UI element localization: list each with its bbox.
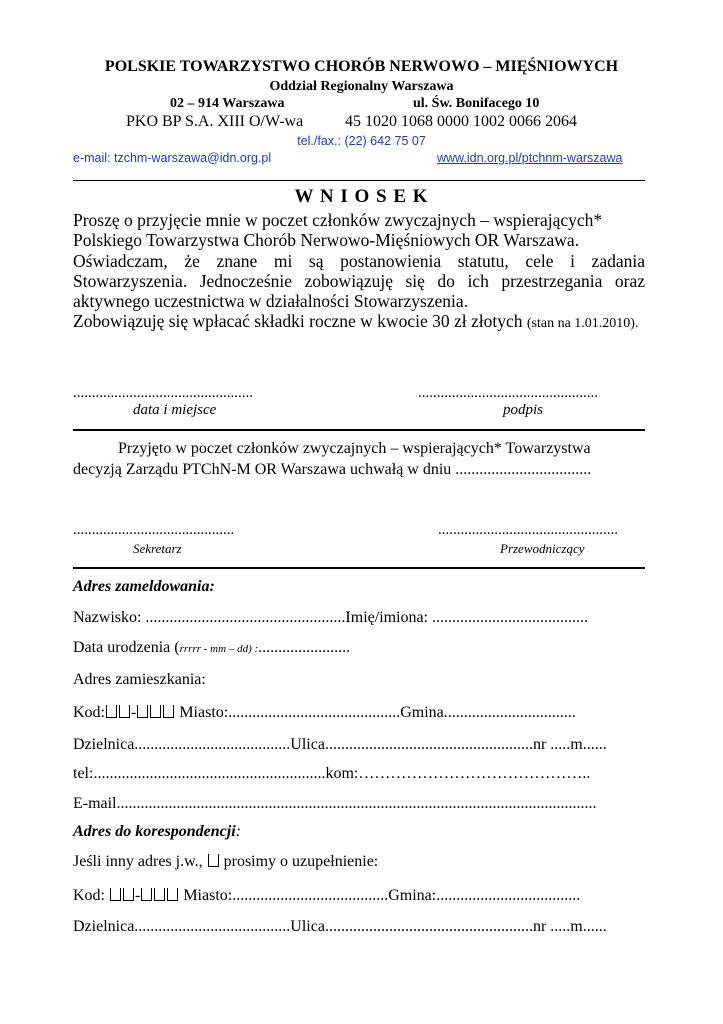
request-paragraph	[73, 210, 645, 334]
postal-code-box[interactable]	[150, 705, 161, 718]
email-row[interactable]: E-mail........................................................................................................................	[73, 795, 597, 812]
fee-note: (stan na 1.01.2010).	[526, 316, 639, 331]
postal-code-row: Kod: - Miasto:...........................................Gmina.................................	[73, 704, 576, 721]
residence-address-label: Adres zamieszkania:	[73, 671, 206, 688]
correspondence-heading-row	[73, 823, 241, 841]
correspondence-heading: Adres do korespondencji	[73, 823, 236, 840]
postal-code-box[interactable]	[110, 888, 121, 901]
org-name: POLSKIE TOWARZYSTWO CHORÓB NERWOWO – MIĘŚNIOWYCH	[104, 58, 619, 75]
form-title: W N I O S E K	[294, 186, 429, 207]
postal-code-box[interactable]	[141, 888, 152, 901]
correspondence-postal-code-row: Kod: - Miasto:.......................................Gmina:....................................	[73, 887, 581, 904]
header-divider	[73, 180, 645, 181]
same-address-checkbox[interactable]	[208, 854, 219, 867]
if-different-text: Jeśli inny adres j.w.,	[73, 853, 207, 870]
phone-row[interactable]: tel:..........................................................kom:……………………………………..	[73, 765, 591, 782]
email-contact: e-mail: tzchm-warszawa@idn.org.pl	[73, 151, 272, 165]
chairman-signature-field[interactable]: ................................................	[438, 522, 618, 538]
birth-date-format: rrrrr - mm – dd) :	[179, 643, 259, 655]
phone-fax: tel./fax.: (22) 642 75 07	[297, 134, 426, 148]
section-divider-2	[73, 567, 645, 569]
postal-code-box[interactable]	[167, 888, 178, 901]
secretary-label: Sekretarz	[133, 541, 182, 556]
signature-label: podpis	[503, 402, 544, 418]
postcode-city: 02 – 914 Warszawa	[170, 96, 285, 111]
chairman-label: Przewodniczący	[500, 541, 585, 556]
branch-name: Oddział Regionalny Warszawa	[269, 79, 454, 94]
postal-code-box[interactable]	[123, 888, 134, 901]
postal-code-box[interactable]	[119, 705, 130, 718]
section-divider-1	[73, 429, 645, 431]
correspondence-heading-colon: :	[235, 823, 241, 840]
acceptance-line-2: decyzją Zarządu PTChN-M OR Warszawa uchwałą w dniu ..................................	[73, 461, 592, 478]
if-different-text-2: prosimy o uzupełnienie:	[219, 853, 379, 870]
postal-code-box[interactable]	[163, 705, 174, 718]
fee-paragraph	[73, 311, 645, 334]
bank-account: 45 1020 1068 0000 1002 0066 2064	[345, 113, 577, 130]
fee-text: Zobowiązuję się wpłacać składki roczne w kwocie 30 zł złotych	[73, 311, 523, 331]
street-address: ul. Św. Bonifacego 10	[413, 96, 540, 111]
city-commune-fields[interactable]: Miasto:...........................................Gmina.................................	[175, 704, 576, 721]
district-street-row[interactable]: Dzielnica.......................................Ulica....................................................nr .....m......	[73, 736, 607, 753]
birth-date-row[interactable]	[73, 639, 350, 657]
postal-code-box[interactable]	[154, 888, 165, 901]
date-place-label: data i miejsce	[133, 402, 217, 418]
birth-date-field[interactable]: .......................	[258, 639, 351, 656]
correspondence-district-street-row[interactable]: Dzielnica.......................................Ulica....................................................nr .....m......	[73, 918, 607, 935]
correspondence-postal-code-label: Kod:	[73, 887, 109, 904]
registered-address-heading: Adres zameldowania:	[73, 578, 215, 595]
surname-name-row[interactable]: Nazwisko: ..................................................Imię/imiona: .......................................	[73, 609, 589, 626]
request-line-1: Proszę o przyjęcie mnie w poczet członków zwyczajnych – wspierających*	[73, 210, 603, 230]
declaration-text: Oświadczam, że znane mi są postanowienia statutu, cele i zadania Stowarzyszenia. Jednocześnie zobowiązuję się do ich przestrzegania oraz aktywnego uczestnictwa w działalności Stowarzyszenia.	[73, 251, 645, 311]
signature-field[interactable]: ................................................	[418, 385, 598, 401]
postal-code-box[interactable]	[137, 705, 148, 718]
secretary-signature-field[interactable]: ...........................................	[73, 522, 235, 538]
correspondence-city-commune-fields[interactable]: Miasto:.......................................Gmina:....................................	[179, 887, 581, 904]
website-link[interactable]: www.idn.org.pl/ptchnm-warszawa	[437, 151, 623, 165]
date-place-field[interactable]: ................................................	[73, 385, 253, 401]
if-different-row	[73, 853, 378, 871]
birth-date-label: Data urodzenia (	[73, 639, 180, 656]
bank-name: PKO BP S.A. XIII O/W-wa	[126, 113, 304, 130]
acceptance-line-1: Przyjęto w poczet członków zwyczajnych – wspierających* Towarzystwa	[118, 440, 591, 457]
postal-code-box[interactable]	[106, 705, 117, 718]
request-line-2: Polskiego Towarzystwa Chorób Nerwowo-Mięśniowych OR Warszawa.	[73, 230, 580, 250]
postal-code-label: Kod:	[73, 704, 105, 721]
